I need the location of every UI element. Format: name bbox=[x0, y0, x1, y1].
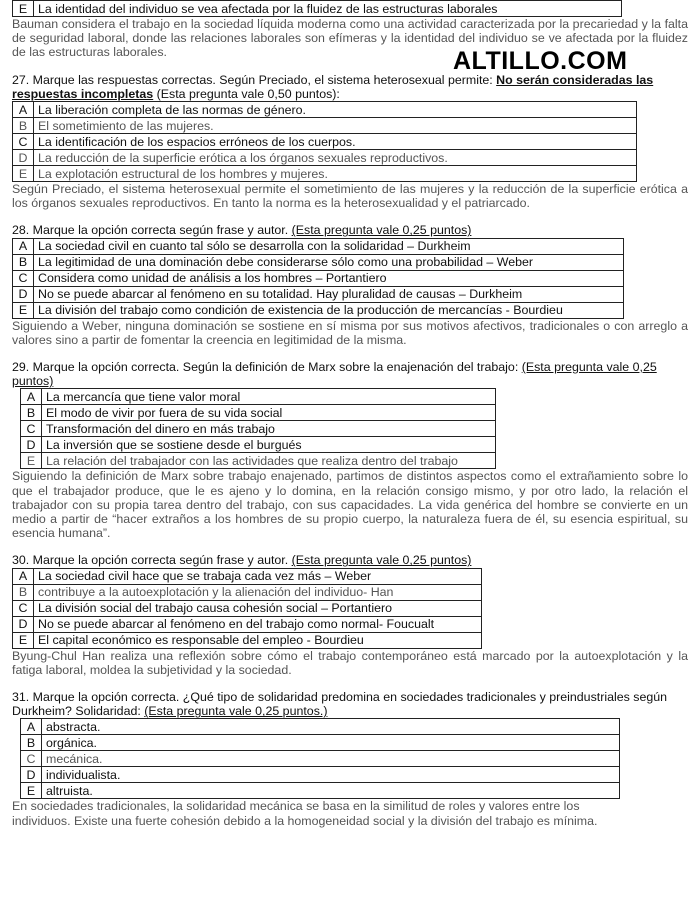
table-row bbox=[13, 118, 637, 134]
table-row bbox=[13, 150, 637, 166]
option-letter: A bbox=[13, 238, 34, 254]
option-text: El sometimiento de las mujeres. bbox=[34, 118, 637, 134]
table-row bbox=[21, 719, 620, 735]
option-text: El capital económico es responsable del empleo - Bourdieu bbox=[34, 632, 482, 648]
table-row bbox=[21, 783, 620, 799]
option-text: La división del trabajo como condición de existencia de la producción de mercancías - Bourdieu bbox=[34, 302, 624, 318]
option-text: altruista. bbox=[42, 783, 620, 799]
question-28-options bbox=[12, 238, 624, 319]
table-row bbox=[21, 389, 496, 405]
table-row bbox=[13, 302, 624, 318]
option-text: La sociedad civil en cuanto tal sólo se desarrolla con la solidaridad – Durkheim bbox=[34, 238, 624, 254]
option-text: mecánica. bbox=[42, 751, 620, 767]
explanation-line: En sociedades tradicionales, la solidaridad mecánica se basa en la similitud de roles y valores entre los bbox=[12, 799, 580, 814]
option-letter: B bbox=[21, 735, 42, 751]
option-text: No se puede abarcar al fenómeno en su totalidad. Hay pluralidad de causas – Durkheim bbox=[34, 286, 624, 302]
option-text: La identidad del individuo se vea afectada por la fluidez de las estructuras laborales bbox=[34, 1, 622, 17]
option-text: abstracta. bbox=[42, 719, 620, 735]
table-row bbox=[13, 270, 624, 286]
explanation-31 bbox=[12, 799, 688, 827]
question-text: 28. Marque la opción correcta según frase y autor. bbox=[12, 223, 292, 238]
option-letter: D bbox=[13, 286, 34, 302]
option-letter: A bbox=[13, 568, 34, 584]
option-letter: C bbox=[13, 600, 34, 616]
option-text: orgánica. bbox=[42, 735, 620, 751]
watermark-logo: ALTILLO.COM bbox=[453, 47, 628, 75]
option-letter: B bbox=[13, 584, 34, 600]
table-row bbox=[21, 735, 620, 751]
explanation-27: Según Preciado, el sistema heterosexual permite el sometimiento de las mujeres y la reducción de la superficie erótica a los órganos sexuales reproductivos. En tanto la norma es la heterosexualidad y el patriarcado. bbox=[12, 182, 688, 211]
table-row bbox=[21, 453, 496, 469]
option-letter: C bbox=[13, 270, 34, 286]
option-text: individualista. bbox=[42, 767, 620, 783]
table-row bbox=[13, 1, 622, 17]
table-row bbox=[13, 286, 624, 302]
top-option-table bbox=[12, 0, 622, 17]
option-letter: D bbox=[21, 767, 42, 783]
option-text: contribuye a la autoexplotación y la alienación del individuo- Han bbox=[34, 584, 482, 600]
table-row bbox=[21, 421, 496, 437]
table-row bbox=[13, 238, 624, 254]
table-row bbox=[21, 767, 620, 783]
option-letter: A bbox=[21, 719, 42, 735]
option-text: La explotación estructural de los hombres y mujeres. bbox=[34, 166, 637, 182]
question-28-prompt bbox=[12, 223, 688, 237]
explanation-top: Bauman considera el trabajo en la sociedad líquida moderna como una actividad caracterizada por la precariedad y la falta de seguridad laboral, donde las relaciones laborales son efímeras y la identidad del individuo se ve afectada por la fluidez de las estructuras laborales. bbox=[12, 17, 688, 60]
question-text: 29. Marque la opción correcta. Según la definición de Marx sobre la enajenación del trabajo: bbox=[12, 360, 522, 375]
table-row bbox=[13, 600, 482, 616]
question-text: 27. Marque las respuestas correctas. Según Preciado, el sistema heterosexual permite: bbox=[12, 72, 497, 87]
option-letter: A bbox=[13, 102, 34, 118]
question-points: (Esta pregunta vale 0,50 puntos): bbox=[153, 86, 340, 101]
option-letter: B bbox=[13, 254, 34, 270]
question-points: (Esta pregunta vale 0,25 puntos) bbox=[12, 360, 657, 389]
explanation-28: Siguiendo a Weber, ninguna dominación se sostiene en sí misma por sus motivos afectivos, tradicionales o con arreglo a valores sino a partir de fomentar la creencia en legitimidad de la misma. bbox=[12, 318, 688, 347]
option-text: La reducción de la superficie erótica a los órganos sexuales reproductivos. bbox=[34, 150, 637, 166]
option-letter: E bbox=[21, 453, 42, 469]
table-row bbox=[13, 584, 482, 600]
option-letter: E bbox=[21, 783, 42, 799]
table-row bbox=[21, 751, 620, 767]
table-row bbox=[13, 632, 482, 648]
question-29-options bbox=[20, 388, 496, 469]
explanation-29: Siguiendo la definición de Marx sobre trabajo enajenado, partimos de distintos aspectos como el extrañamiento sobre lo que el trabajador produce, que le es ajeno y lo domina, en la relación consigo mismo, y por otro lado, la relación el trabajador con su propia tarea dentro del trabajo, con sus capacidades. La vida genérica del hombre se convierte en un medio a partir de “hacer extraños a los hombres de su propio cuerpo, la naturaleza fuera de él, su esencia espiritual, su esencia humana”. bbox=[12, 469, 688, 541]
option-text: Transformación del dinero en más trabajo bbox=[42, 421, 496, 437]
option-letter: A bbox=[21, 389, 42, 405]
question-text: 31. Marque la opción correcta. ¿Qué tipo de solidaridad predomina en sociedades tradicionales y preindustriales según Durkheim? Solidaridad: bbox=[12, 690, 668, 719]
question-31-prompt bbox=[12, 690, 688, 718]
question-points: (Esta pregunta vale 0,25 puntos) bbox=[291, 553, 472, 568]
option-text: El modo de vivir por fuera de su vida social bbox=[42, 405, 496, 421]
option-text: La relación del trabajador con las actividades que realiza dentro del trabajo bbox=[42, 453, 496, 469]
option-letter: D bbox=[13, 150, 34, 166]
table-row bbox=[13, 568, 482, 584]
question-points: (Esta pregunta vale 0,25 puntos.) bbox=[144, 704, 328, 719]
option-letter: B bbox=[13, 118, 34, 134]
option-letter: E bbox=[13, 302, 34, 318]
table-row bbox=[13, 616, 482, 632]
option-text: No se puede abarcar al fenómeno en del trabajo como normal- Foucualt bbox=[34, 616, 482, 632]
option-letter: C bbox=[21, 421, 42, 437]
option-text: La liberación completa de las normas de género. bbox=[34, 102, 637, 118]
explanation-line: individuos. Existe una fuerte cohesión debido a la homogeneidad social y la división del trabajo es mínima. bbox=[12, 813, 598, 828]
option-letter: C bbox=[13, 134, 34, 150]
question-30-prompt bbox=[12, 553, 688, 567]
option-text: La legitimidad de una dominación debe considerarse sólo como una probabilidad – Weber bbox=[34, 254, 624, 270]
option-letter: B bbox=[21, 405, 42, 421]
question-points: (Esta pregunta vale 0,25 puntos) bbox=[291, 223, 472, 238]
exam-page bbox=[12, 0, 688, 828]
question-27-options bbox=[12, 101, 637, 182]
option-text: La inversión que se sostiene desde el burgués bbox=[42, 437, 496, 453]
option-letter: D bbox=[13, 616, 34, 632]
question-30-options bbox=[12, 568, 482, 649]
option-text: La división social del trabajo causa cohesión social – Portantiero bbox=[34, 600, 482, 616]
option-text: Considera como unidad de análisis a los hombres – Portantiero bbox=[34, 270, 624, 286]
option-text: La mercancía que tiene valor moral bbox=[42, 389, 496, 405]
option-letter: E bbox=[13, 166, 34, 182]
table-row bbox=[13, 102, 637, 118]
table-row bbox=[13, 134, 637, 150]
table-row bbox=[13, 166, 637, 182]
option-letter: E bbox=[13, 632, 34, 648]
option-letter: C bbox=[21, 751, 42, 767]
option-text: La identificación de los espacios erróneos de los cuerpos. bbox=[34, 134, 637, 150]
question-emphasis: No serán consideradas las respuestas incompletas bbox=[12, 72, 654, 101]
question-text: 30. Marque la opción correcta según frase y autor. bbox=[12, 553, 292, 568]
table-row bbox=[13, 254, 624, 270]
explanation-30: Byung-Chul Han realiza una reflexión sobre cómo el trabajo contemporáneo está marcado por la autoexplotación y la fatiga laboral, moldea la subjetividad y la sociedad. bbox=[12, 648, 688, 677]
question-31-options bbox=[20, 718, 620, 799]
option-letter: E bbox=[13, 1, 34, 17]
option-text: La sociedad civil hace que se trabaja cada vez más – Weber bbox=[34, 568, 482, 584]
table-row bbox=[21, 405, 496, 421]
question-29-prompt bbox=[12, 360, 688, 388]
table-row bbox=[21, 437, 496, 453]
question-27-prompt bbox=[12, 73, 688, 101]
option-letter: D bbox=[21, 437, 42, 453]
